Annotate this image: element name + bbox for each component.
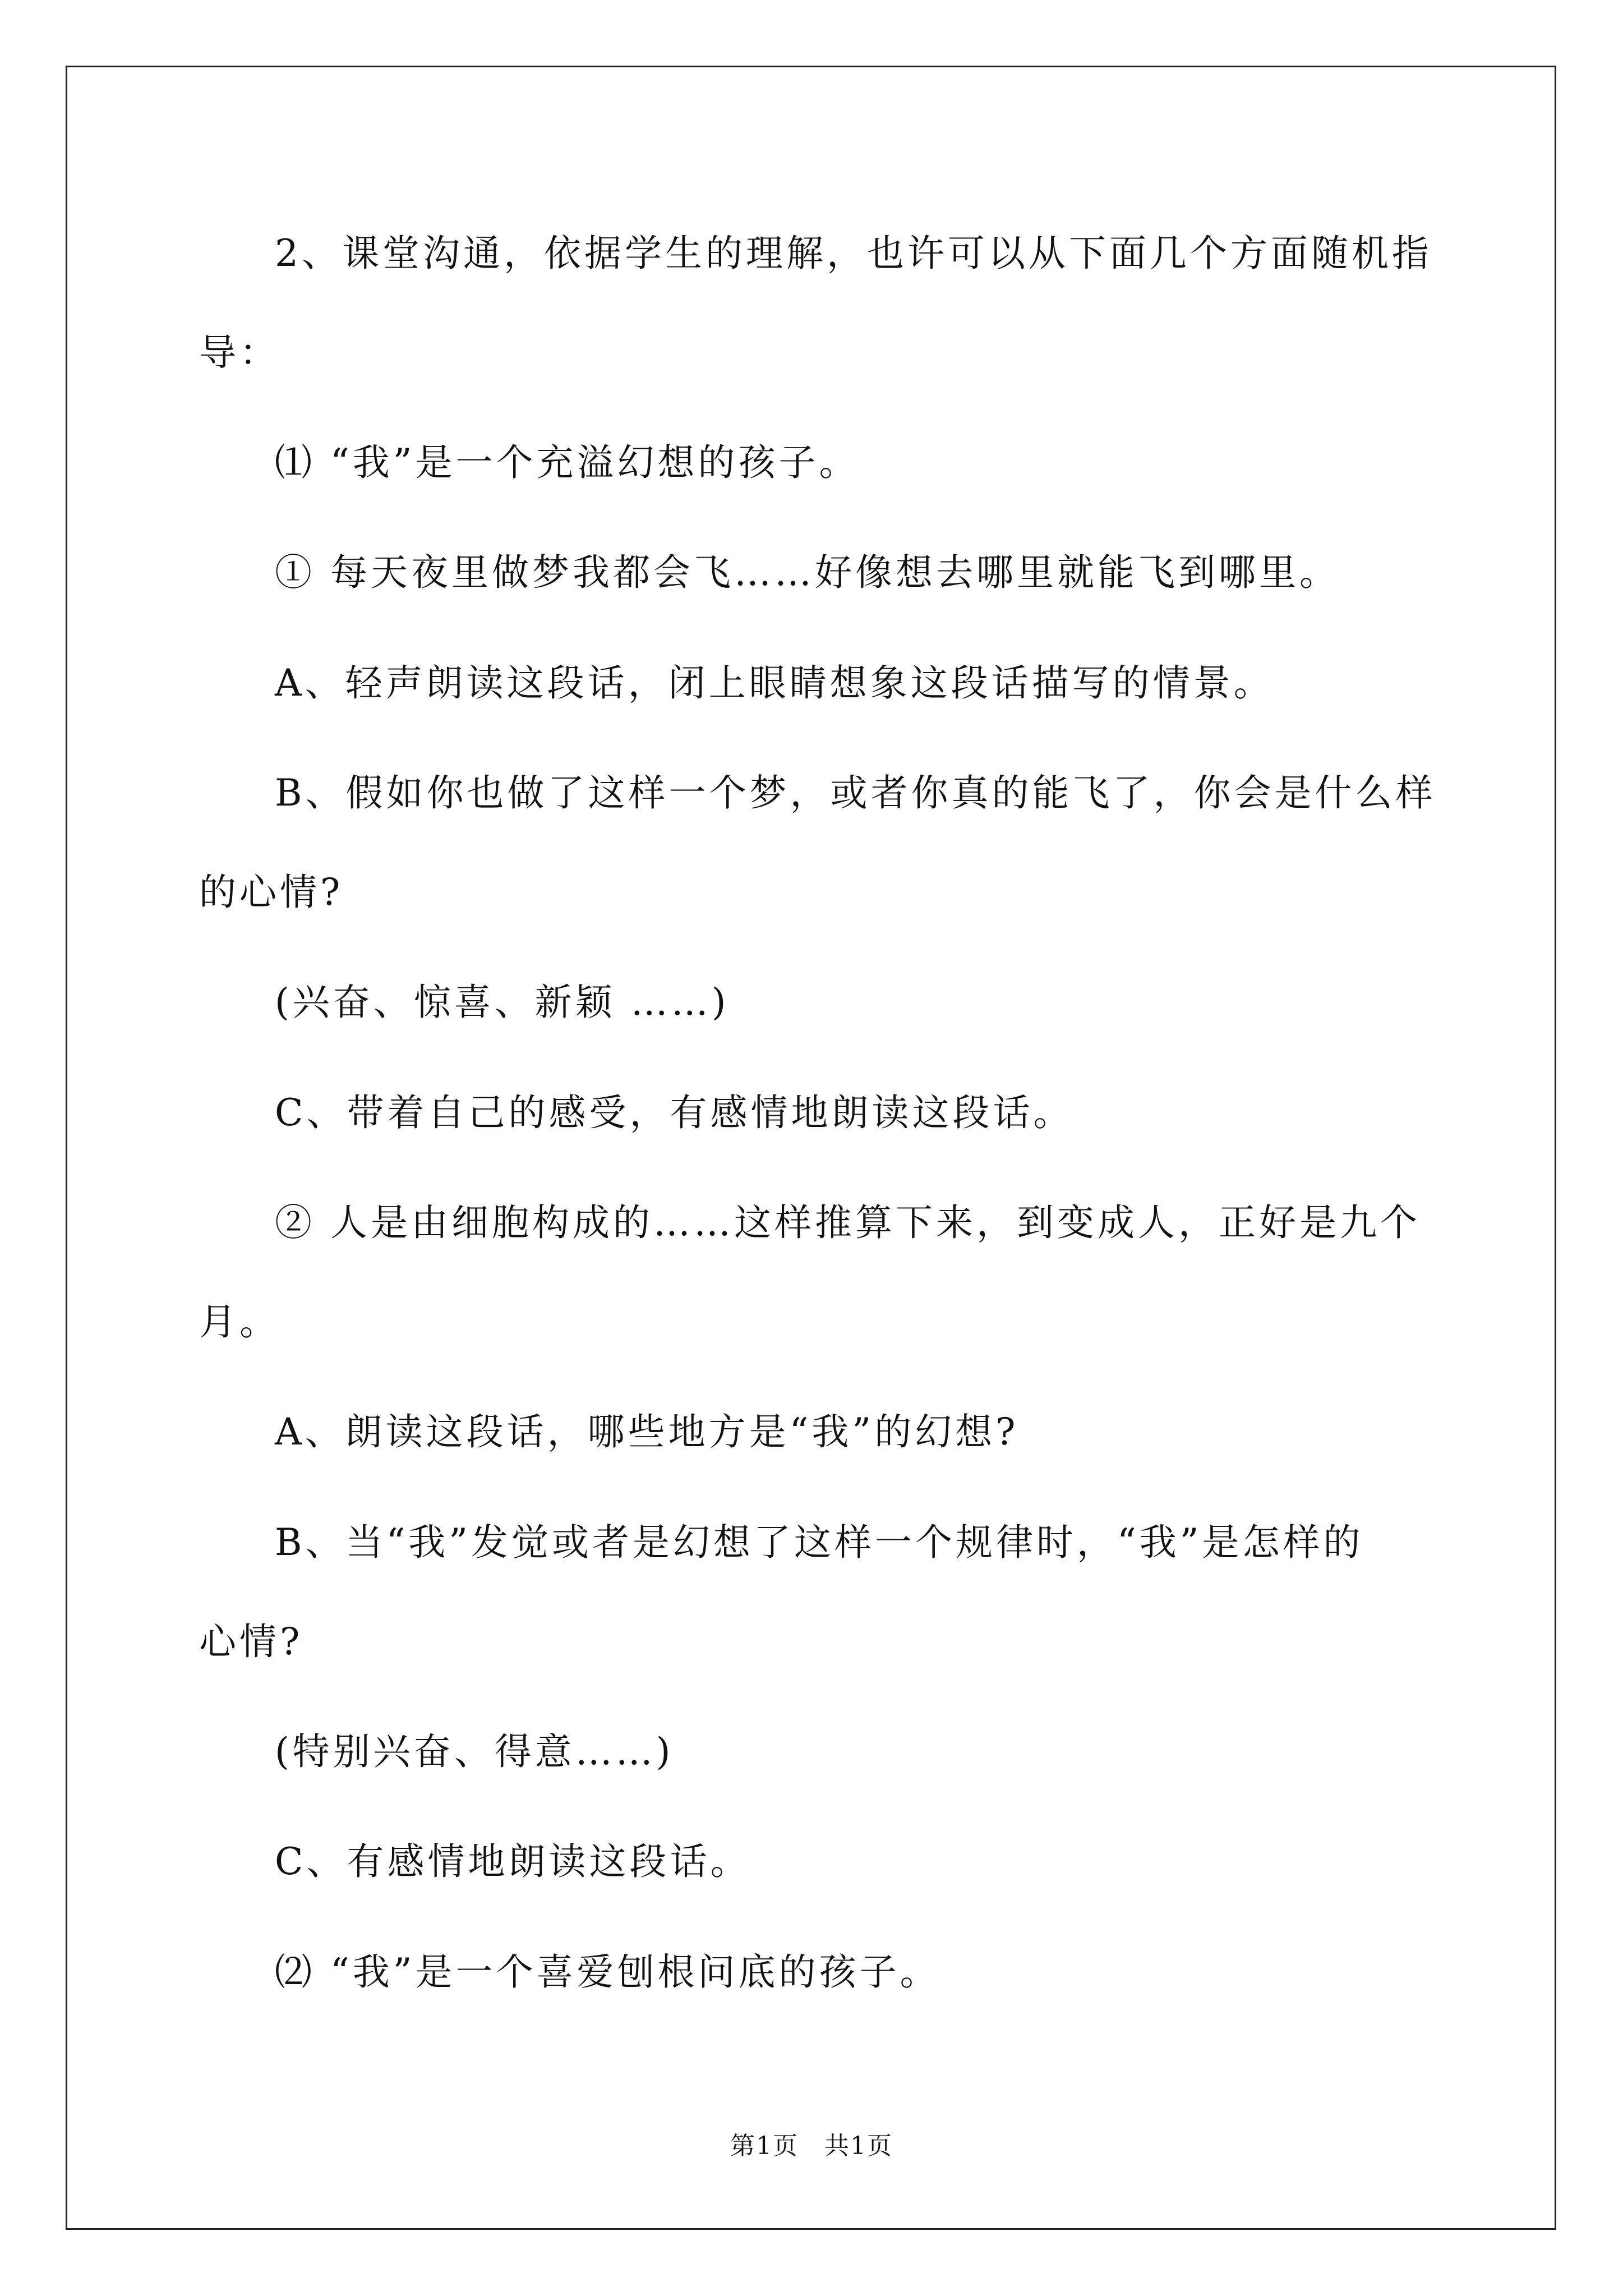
paragraph-line: (兴奋、惊喜、新颖 ……) <box>275 981 730 1024</box>
page-footer: 第1页 共1页 <box>730 2132 893 2160</box>
paragraph-line: ⑴ “我”是一个充溢幻想的孩子。 <box>275 441 860 484</box>
paragraph-line: A、轻声朗读这段话，闭上眼睛想象这段话描写的情景。 <box>275 661 1274 705</box>
paragraph-line: A、朗读这段话，哪些地方是“我”的幻想? <box>275 1410 1019 1453</box>
paragraph-line: 月。 <box>199 1300 280 1343</box>
paragraph-line: C、带着自己的感受，有感情地朗读这段话。 <box>275 1091 1074 1134</box>
paragraph-line: B、当“我”发觉或者是幻想了这样一个规律时，“我”是怎样的 <box>275 1521 1364 1564</box>
paragraph-line: B、假如你也做了这样一个梦，或者你真的能飞了，你会是什么样 <box>275 771 1436 815</box>
paragraph-line: ① 每天夜里做梦我都会飞……好像想去哪里就能飞到哪里。 <box>275 551 1340 594</box>
paragraph-line: 的心情? <box>199 871 344 914</box>
paragraph-line: 2、课堂沟通，依据学生的理解，也许可以从下面几个方面随机指 <box>275 232 1432 275</box>
paragraph-line: 导： <box>199 331 280 374</box>
paragraph-line: C、有感情地朗读这段话。 <box>275 1840 751 1883</box>
paragraph-line: ② 人是由细胞构成的……这样推算下来，到变成人，正好是九个 <box>275 1201 1421 1244</box>
paragraph-line: 心情? <box>199 1620 303 1663</box>
paragraph-line: ⑵ “我”是一个喜爱刨根问底的孩子。 <box>275 1950 940 1994</box>
paragraph-line: (特别兴奋、得意……) <box>275 1730 674 1773</box>
page-border <box>66 66 1556 2230</box>
